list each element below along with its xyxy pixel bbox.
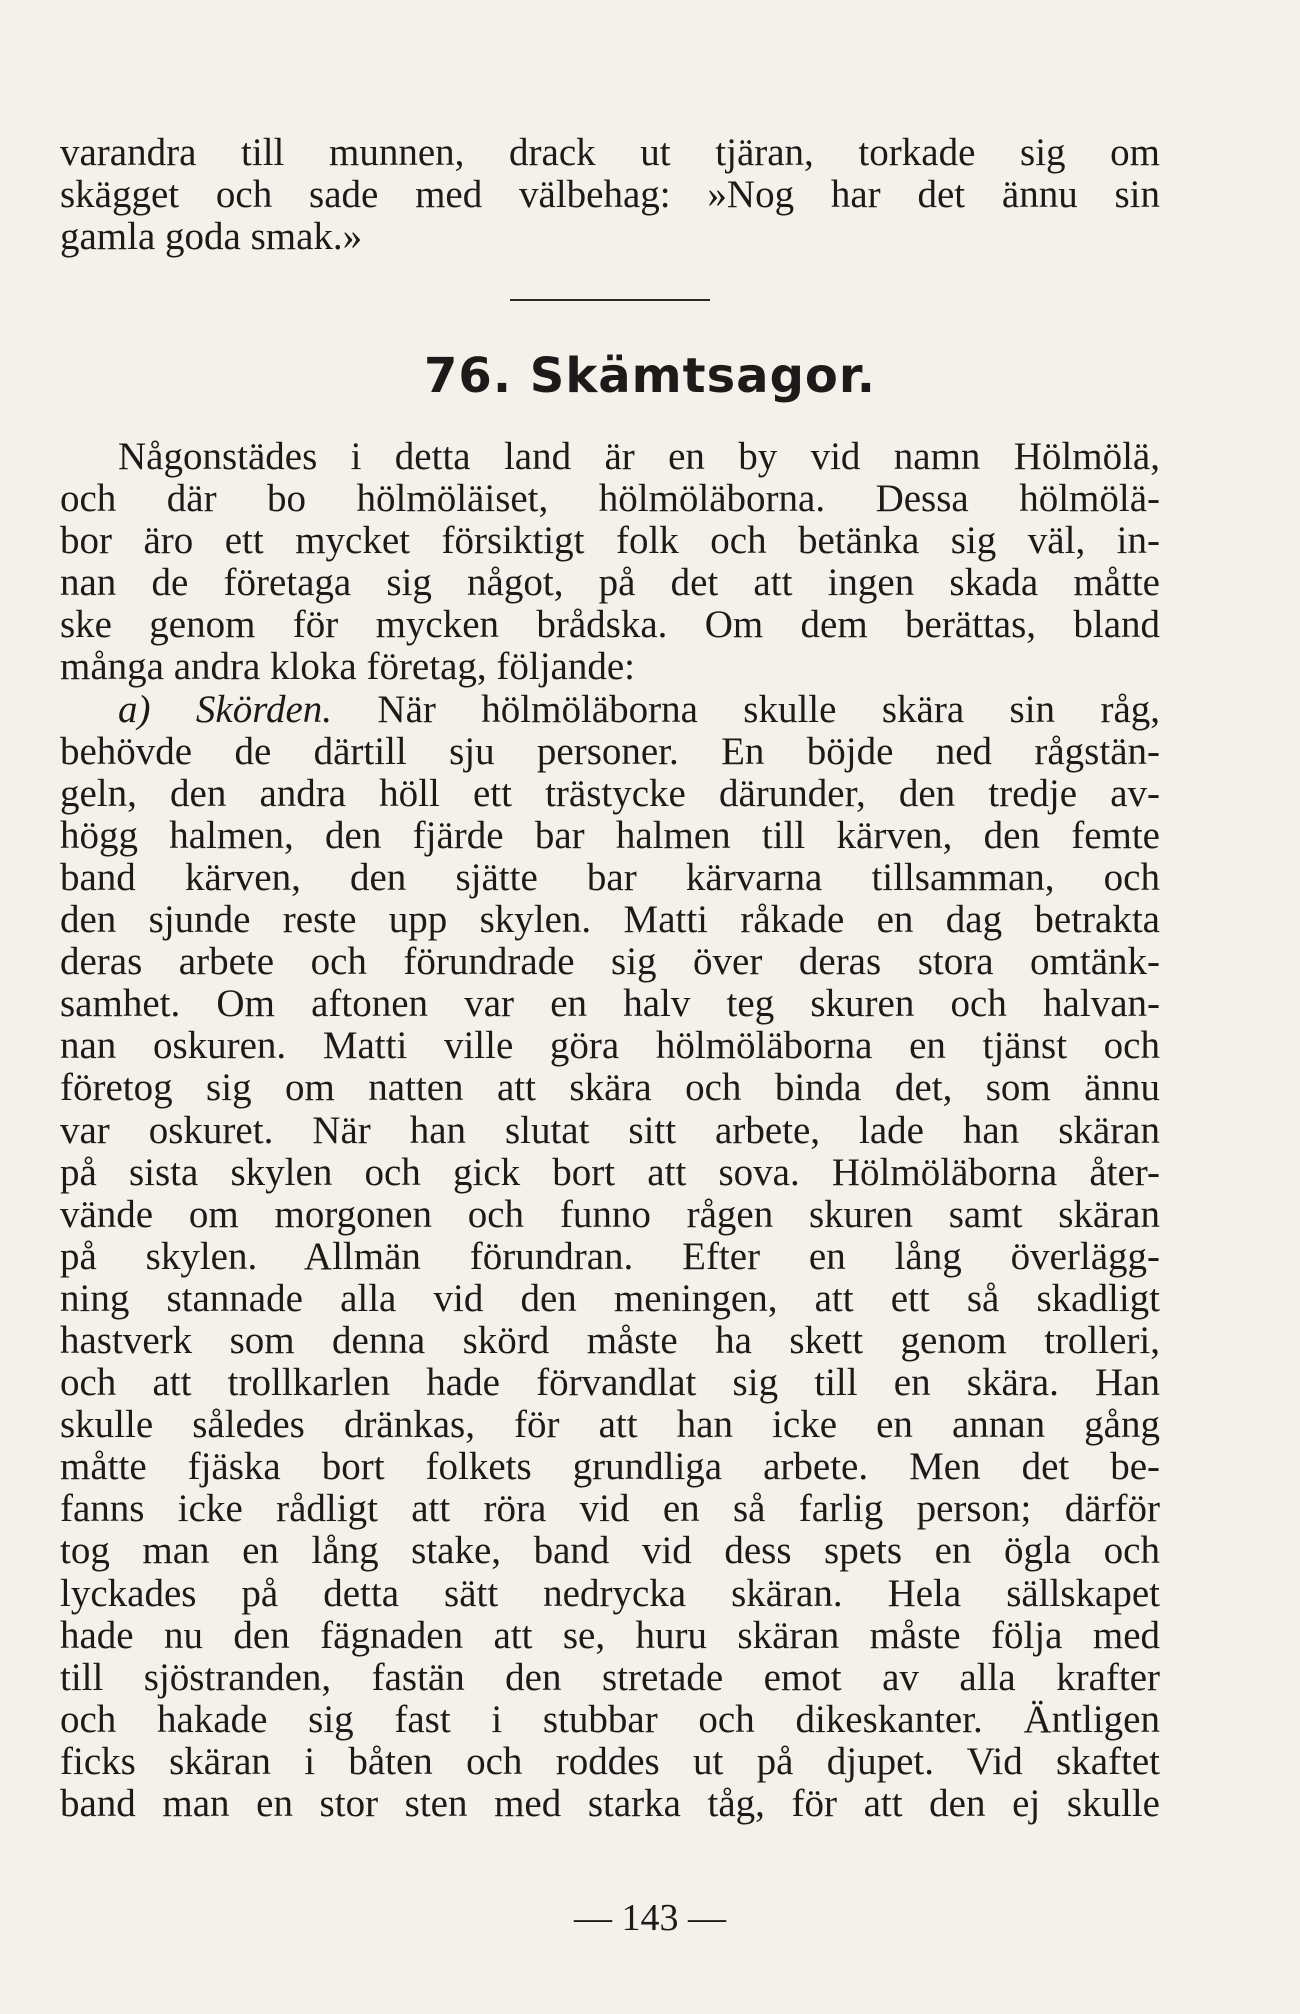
section-title: Skämtsagor.: [529, 348, 876, 404]
text-line: ning stannade alla vid den meningen, att ett så skadligt: [60, 1276, 1160, 1320]
text-line: och hakade sig fast i stubbar och dikeskanter. Äntligen: [60, 1697, 1160, 1741]
text-line: bor äro ett mycket försiktigt folk och betänka sig väl, in-: [60, 519, 1160, 563]
text-line: på skylen. Allmän förundran. Efter en lång överlägg-: [60, 1234, 1160, 1278]
text-line: högg halmen, den fjärde bar halmen till kärven, den femte: [60, 813, 1160, 857]
story-marker: a): [118, 687, 151, 731]
section-heading: [0, 348, 1300, 404]
text-line: varandra till munnen, drack ut tjäran, torkade sig om: [60, 131, 1160, 174]
story-first-line-text: När hölmöläborna skulle skära sin råg,: [377, 687, 1160, 731]
text-line: till sjöstranden, fastän den stretade emot av alla krafter: [60, 1655, 1160, 1699]
text-line: tog man en lång stake, band vid dess spets en ögla och: [60, 1529, 1160, 1573]
story-text: [60, 436, 1160, 1825]
text-line: och där bo hölmöläiset, hölmöläborna. Dessa hölmölä-: [60, 477, 1160, 521]
text-line: på sista skylen och gick bort att sova. Hölmöläborna åter-: [60, 1150, 1160, 1194]
text-line: var oskuret. När han slutat sitt arbete, lade han skäran: [60, 1108, 1160, 1152]
text-line: samhet. Om aftonen var en halv teg skuren och halvan-: [60, 982, 1160, 1026]
text-line: gamla goda smak.»: [60, 215, 363, 259]
story-first-line: [60, 689, 1160, 731]
text-line: fanns icke rådligt att röra vid en så farlig person; därför: [60, 1487, 1160, 1531]
text-line: många andra kloka företag, följande:: [60, 645, 636, 689]
text-line: skulle således dränkas, för att han icke en annan gång: [60, 1403, 1160, 1447]
text-line: band man en stor sten med starka tåg, för att den ej skulle: [60, 1782, 1160, 1825]
story-title: Skörden.: [195, 687, 333, 731]
page-number: — 143 —: [574, 1897, 726, 1939]
text-line: deras arbete och förundrade sig över deras stora omtänk-: [60, 940, 1160, 984]
text-line: behövde de därtill sju personer. En böjde ned rågstän-: [60, 729, 1160, 773]
text-line: skägget och sade med välbehag: »Nog har det ännu sin: [60, 173, 1160, 217]
text-line: lyckades på detta sätt nedrycka skäran. Hela sällskapet: [60, 1571, 1160, 1615]
text-line: Någonstädes i detta land är en by vid namn Hölmölä,: [118, 435, 1160, 478]
text-line: den sjunde reste upp skylen. Matti råkade en dag betrakta: [60, 898, 1160, 942]
text-line: geln, den andra höll ett trästycke därunder, den tredje av-: [60, 771, 1160, 815]
text-line: ske genom för mycken brådska. Om dem berättas, bland: [60, 603, 1160, 647]
text-line: företog sig om natten att skära och binda det, som ännu: [60, 1066, 1160, 1110]
text-line: ficks skäran i båten och roddes ut på djupet. Vid skaftet: [60, 1739, 1160, 1783]
text-line: vände om morgonen och funno rågen skuren samt skäran: [60, 1192, 1160, 1236]
intro-paragraph: [60, 132, 1160, 258]
text-line: nan oskuren. Matti ville göra hölmöläborna en tjänst och: [60, 1024, 1160, 1068]
section-number: 76.: [424, 348, 513, 404]
text-line: och att trollkarlen hade förvandlat sig till en skära. Han: [60, 1361, 1160, 1405]
text-line: hade nu den fägnaden att se, huru skäran måste följa med: [60, 1613, 1160, 1657]
text-line: måtte fjäska bort folkets grundliga arbete. Men det be-: [60, 1445, 1160, 1489]
section-divider: [510, 299, 710, 301]
text-line: hastverk som denna skörd måste ha skett genom trolleri,: [60, 1318, 1160, 1362]
text-line: nan de företaga sig något, på det att ingen skada måtte: [60, 561, 1160, 605]
text-line: band kärven, den sjätte bar kärvarna tillsamman, och: [60, 855, 1160, 899]
